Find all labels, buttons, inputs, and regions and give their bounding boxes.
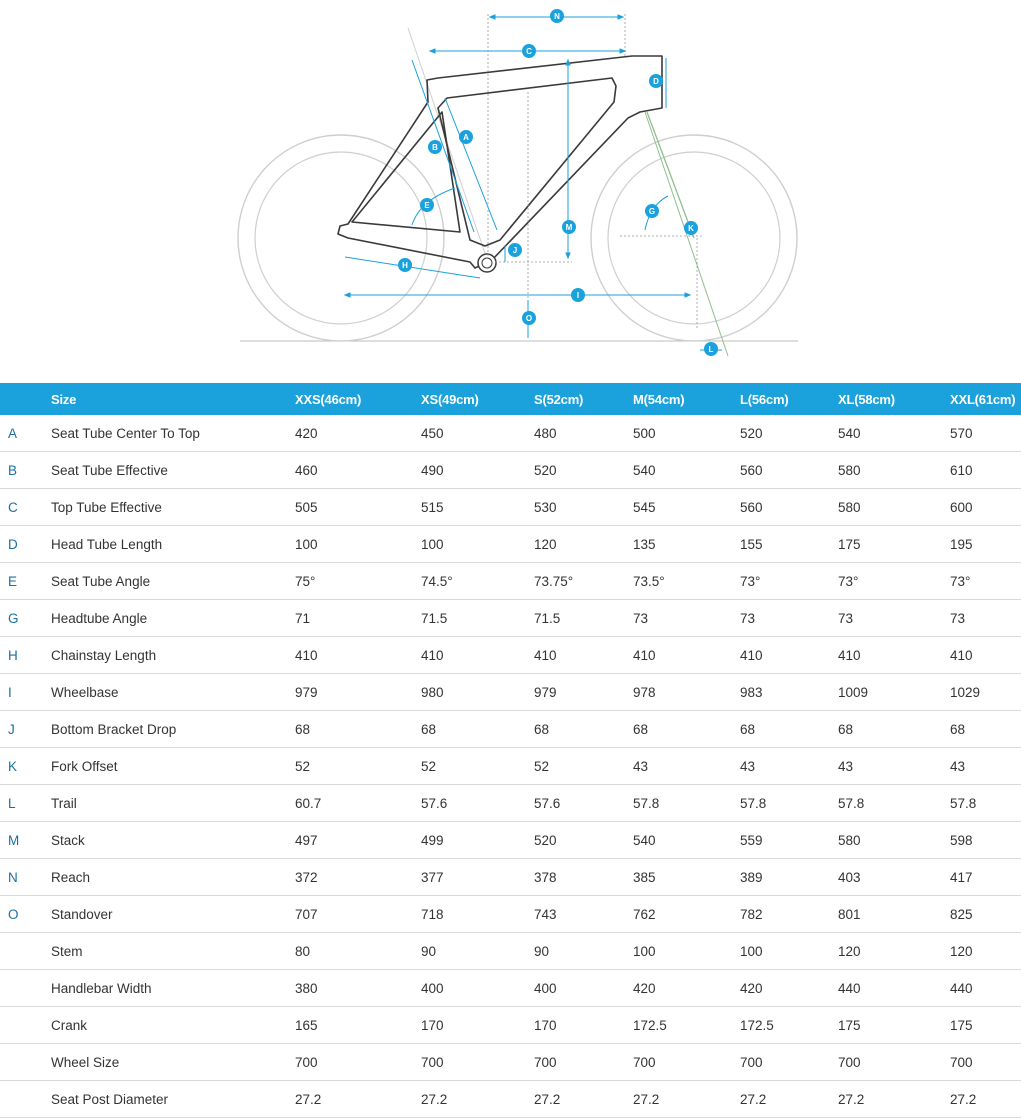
dimension-badge-H — [398, 258, 412, 272]
header-size-2: XS(49cm) — [421, 383, 534, 415]
row-letter: K — [0, 748, 51, 785]
badge-label: J — [512, 246, 518, 255]
row-value: 1029 — [950, 674, 1021, 711]
row-value: 71.5 — [421, 600, 534, 637]
geometry-table — [0, 383, 1021, 1118]
table-row — [0, 822, 1021, 859]
header-letter-cell — [0, 383, 51, 415]
row-value: 410 — [421, 637, 534, 674]
row-value: 27.2 — [295, 1081, 421, 1118]
row-measurement-name: Stack — [51, 822, 295, 859]
badge-label: A — [463, 133, 469, 142]
row-value: 520 — [534, 452, 633, 489]
row-measurement-name: Seat Tube Angle — [51, 563, 295, 600]
row-value: 700 — [421, 1044, 534, 1081]
header-size-1: XXS(46cm) — [295, 383, 421, 415]
row-value: 57.6 — [421, 785, 534, 822]
row-value: 600 — [950, 489, 1021, 526]
badge-label: D — [653, 77, 659, 86]
row-value: 500 — [633, 415, 740, 452]
row-value: 400 — [421, 970, 534, 1007]
geometry-table-header — [0, 383, 1021, 415]
row-measurement-name: Headtube Angle — [51, 600, 295, 637]
row-value: 400 — [534, 970, 633, 1007]
table-row — [0, 1007, 1021, 1044]
row-letter: D — [0, 526, 51, 563]
table-row — [0, 785, 1021, 822]
row-value: 700 — [295, 1044, 421, 1081]
row-value: 57.8 — [633, 785, 740, 822]
row-value: 378 — [534, 859, 633, 896]
row-value: 782 — [740, 896, 838, 933]
row-letter: I — [0, 674, 51, 711]
row-value: 372 — [295, 859, 421, 896]
row-value: 71.5 — [534, 600, 633, 637]
table-row — [0, 711, 1021, 748]
row-measurement-name: Wheelbase — [51, 674, 295, 711]
dimension-badge-M — [562, 220, 576, 234]
badge-label: K — [688, 224, 694, 233]
row-value: 410 — [633, 637, 740, 674]
row-value: 57.8 — [838, 785, 950, 822]
row-value: 570 — [950, 415, 1021, 452]
row-value: 610 — [950, 452, 1021, 489]
row-value: 27.2 — [633, 1081, 740, 1118]
row-value: 57.8 — [950, 785, 1021, 822]
badge-label: M — [565, 223, 573, 232]
badge-label: H — [402, 261, 408, 270]
row-value: 175 — [838, 1007, 950, 1044]
row-measurement-name: Seat Tube Effective — [51, 452, 295, 489]
table-row — [0, 489, 1021, 526]
header-size-6: XL(58cm) — [838, 383, 950, 415]
row-value: 530 — [534, 489, 633, 526]
row-value: 385 — [633, 859, 740, 896]
row-value: 68 — [950, 711, 1021, 748]
row-value: 73° — [950, 563, 1021, 600]
row-value: 499 — [421, 822, 534, 859]
row-value: 120 — [950, 933, 1021, 970]
row-value: 27.2 — [950, 1081, 1021, 1118]
table-row — [0, 637, 1021, 674]
row-value: 90 — [421, 933, 534, 970]
fork-line — [647, 112, 694, 238]
row-value: 979 — [534, 674, 633, 711]
bottom-bracket — [478, 254, 496, 272]
row-measurement-name: Wheel Size — [51, 1044, 295, 1081]
badge-label: C — [526, 47, 532, 56]
row-value: 743 — [534, 896, 633, 933]
dimension-badge-J — [508, 243, 522, 257]
row-value: 545 — [633, 489, 740, 526]
dimension-badge-C — [522, 44, 536, 58]
row-value: 480 — [534, 415, 633, 452]
row-value: 440 — [838, 970, 950, 1007]
row-letter: B — [0, 452, 51, 489]
row-value: 762 — [633, 896, 740, 933]
row-value: 700 — [633, 1044, 740, 1081]
table-row — [0, 415, 1021, 452]
row-value: 505 — [295, 489, 421, 526]
row-value: 80 — [295, 933, 421, 970]
bike-geometry-diagram — [0, 0, 1021, 383]
geometry-table-body — [0, 415, 1021, 1118]
row-letter — [0, 933, 51, 970]
row-value: 73 — [633, 600, 740, 637]
row-value: 120 — [838, 933, 950, 970]
row-value: 68 — [740, 711, 838, 748]
dimension-badge-D — [649, 74, 663, 88]
row-value: 175 — [950, 1007, 1021, 1044]
row-value: 73 — [838, 600, 950, 637]
row-value: 73° — [740, 563, 838, 600]
row-letter: E — [0, 563, 51, 600]
row-value: 135 — [633, 526, 740, 563]
row-value: 700 — [838, 1044, 950, 1081]
row-measurement-name: Top Tube Effective — [51, 489, 295, 526]
row-value: 52 — [421, 748, 534, 785]
row-measurement-name: Trail — [51, 785, 295, 822]
badge-label: B — [432, 143, 438, 152]
row-value: 497 — [295, 822, 421, 859]
dimension-badge-E — [420, 198, 434, 212]
header-size-4: M(54cm) — [633, 383, 740, 415]
row-letter — [0, 1044, 51, 1081]
row-value: 380 — [295, 970, 421, 1007]
row-value: 172.5 — [633, 1007, 740, 1044]
row-value: 27.2 — [740, 1081, 838, 1118]
dimension-badge-K — [684, 221, 698, 235]
header-size-3: S(52cm) — [534, 383, 633, 415]
row-letter: H — [0, 637, 51, 674]
row-letter: A — [0, 415, 51, 452]
row-value: 68 — [633, 711, 740, 748]
row-value: 540 — [633, 452, 740, 489]
row-value: 540 — [633, 822, 740, 859]
badge-label: G — [648, 207, 656, 216]
row-value: 43 — [740, 748, 838, 785]
row-value: 978 — [633, 674, 740, 711]
row-value: 410 — [295, 637, 421, 674]
row-letter: G — [0, 600, 51, 637]
row-value: 450 — [421, 415, 534, 452]
table-row — [0, 452, 1021, 489]
row-value: 983 — [740, 674, 838, 711]
row-value: 43 — [950, 748, 1021, 785]
table-row — [0, 970, 1021, 1007]
table-row — [0, 526, 1021, 563]
row-value: 420 — [295, 415, 421, 452]
row-value: 417 — [950, 859, 1021, 896]
row-value: 27.2 — [534, 1081, 633, 1118]
row-value: 515 — [421, 489, 534, 526]
row-value: 560 — [740, 452, 838, 489]
dimension-badge-I — [571, 288, 585, 302]
row-value: 43 — [633, 748, 740, 785]
row-value: 57.8 — [740, 785, 838, 822]
dimension-badge-G — [645, 204, 659, 218]
row-value: 60.7 — [295, 785, 421, 822]
row-value: 170 — [534, 1007, 633, 1044]
row-value: 420 — [740, 970, 838, 1007]
row-value: 560 — [740, 489, 838, 526]
badge-label: L — [708, 345, 714, 354]
row-letter: O — [0, 896, 51, 933]
dimension-badge-O — [522, 311, 536, 325]
row-value: 155 — [740, 526, 838, 563]
row-letter — [0, 970, 51, 1007]
badge-label: O — [525, 314, 533, 323]
header-size-7: XXL(61cm) — [950, 383, 1021, 415]
rear-wheel — [238, 135, 444, 341]
row-value: 580 — [838, 452, 950, 489]
table-row — [0, 1081, 1021, 1118]
row-value: 100 — [633, 933, 740, 970]
row-value: 165 — [295, 1007, 421, 1044]
row-measurement-name: Reach — [51, 859, 295, 896]
row-value: 410 — [740, 637, 838, 674]
row-value: 71 — [295, 600, 421, 637]
row-value: 410 — [838, 637, 950, 674]
row-value: 403 — [838, 859, 950, 896]
row-value: 520 — [534, 822, 633, 859]
row-value: 68 — [838, 711, 950, 748]
row-letter: J — [0, 711, 51, 748]
badge-label: E — [424, 201, 430, 210]
table-row — [0, 896, 1021, 933]
row-value: 120 — [534, 526, 633, 563]
row-value: 90 — [534, 933, 633, 970]
row-value: 718 — [421, 896, 534, 933]
row-value: 580 — [838, 822, 950, 859]
table-row — [0, 600, 1021, 637]
row-value: 52 — [534, 748, 633, 785]
row-value: 825 — [950, 896, 1021, 933]
row-measurement-name: Seat Post Diameter — [51, 1081, 295, 1118]
header-row — [0, 383, 1021, 415]
row-value: 410 — [534, 637, 633, 674]
row-measurement-name: Stem — [51, 933, 295, 970]
row-value: 57.6 — [534, 785, 633, 822]
row-value: 74.5° — [421, 563, 534, 600]
row-measurement-name: Fork Offset — [51, 748, 295, 785]
row-value: 559 — [740, 822, 838, 859]
row-value: 73° — [838, 563, 950, 600]
table-row — [0, 1044, 1021, 1081]
row-value: 700 — [534, 1044, 633, 1081]
row-value: 170 — [421, 1007, 534, 1044]
seat-tube-axis — [408, 28, 488, 262]
row-value: 801 — [838, 896, 950, 933]
row-value: 100 — [295, 526, 421, 563]
row-value: 490 — [421, 452, 534, 489]
row-value: 43 — [838, 748, 950, 785]
row-value: 980 — [421, 674, 534, 711]
row-value: 27.2 — [838, 1081, 950, 1118]
row-value: 979 — [295, 674, 421, 711]
row-letter — [0, 1081, 51, 1118]
badge-label: N — [554, 12, 560, 21]
row-value: 73 — [950, 600, 1021, 637]
table-row — [0, 563, 1021, 600]
row-measurement-name: Chainstay Length — [51, 637, 295, 674]
row-value: 73 — [740, 600, 838, 637]
row-measurement-name: Crank — [51, 1007, 295, 1044]
badge-label: I — [576, 291, 580, 300]
table-row — [0, 859, 1021, 896]
header-size-5: L(56cm) — [740, 383, 838, 415]
row-value: 700 — [950, 1044, 1021, 1081]
row-letter — [0, 1007, 51, 1044]
row-value: 377 — [421, 859, 534, 896]
row-value: 1009 — [838, 674, 950, 711]
steering-axis — [645, 112, 728, 356]
row-value: 27.2 — [421, 1081, 534, 1118]
row-letter: N — [0, 859, 51, 896]
row-value: 440 — [950, 970, 1021, 1007]
dimension-badge-L — [704, 342, 718, 356]
row-value: 420 — [633, 970, 740, 1007]
row-value: 68 — [421, 711, 534, 748]
row-measurement-name: Head Tube Length — [51, 526, 295, 563]
row-value: 580 — [838, 489, 950, 526]
dimension-badge-N — [550, 9, 564, 23]
row-value: 520 — [740, 415, 838, 452]
row-value: 175 — [838, 526, 950, 563]
row-value: 68 — [295, 711, 421, 748]
row-measurement-name: Bottom Bracket Drop — [51, 711, 295, 748]
row-measurement-name: Seat Tube Center To Top — [51, 415, 295, 452]
row-measurement-name: Standover — [51, 896, 295, 933]
row-value: 195 — [950, 526, 1021, 563]
row-value: 100 — [421, 526, 534, 563]
row-value: 700 — [740, 1044, 838, 1081]
row-value: 707 — [295, 896, 421, 933]
dimension-badge-B — [428, 140, 442, 154]
row-measurement-name: Handlebar Width — [51, 970, 295, 1007]
row-value: 172.5 — [740, 1007, 838, 1044]
table-row — [0, 933, 1021, 970]
row-value: 73.5° — [633, 563, 740, 600]
row-value: 100 — [740, 933, 838, 970]
table-row — [0, 748, 1021, 785]
row-letter: M — [0, 822, 51, 859]
header-size-label: Size — [51, 383, 295, 415]
row-value: 389 — [740, 859, 838, 896]
row-value: 460 — [295, 452, 421, 489]
row-value: 410 — [950, 637, 1021, 674]
row-value: 598 — [950, 822, 1021, 859]
dimension-badge-A — [459, 130, 473, 144]
row-value: 540 — [838, 415, 950, 452]
row-value: 68 — [534, 711, 633, 748]
row-value: 75° — [295, 563, 421, 600]
row-value: 73.75° — [534, 563, 633, 600]
row-value: 52 — [295, 748, 421, 785]
row-letter: L — [0, 785, 51, 822]
row-letter: C — [0, 489, 51, 526]
table-row — [0, 674, 1021, 711]
bike-frame — [338, 56, 662, 268]
